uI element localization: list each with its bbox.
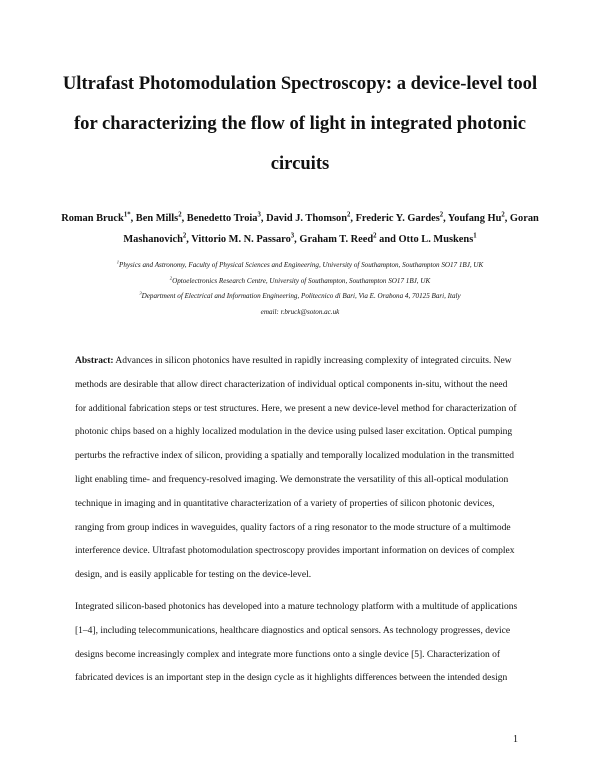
abstract-line: design, and is easily applicable for testing on the device-level. xyxy=(75,570,312,581)
affiliation-2: $^2$Optoelectronics Research Centre, University of Southampton, Southampton SO17 1BJ, UK xyxy=(169,275,431,285)
body-paragraph xyxy=(75,596,535,691)
abstract-line: perturbs the refractive index of silicon, providing a spatially and temporally localized modulation in the transmitted xyxy=(75,451,514,462)
author-list xyxy=(48,208,552,250)
abstract-line: for additional fabrication steps or test structures. Here, we present a new device-level method for characterization of xyxy=(75,403,517,414)
abstract-line: methods are desirable that allow direct characterization of individual optical components in-situ, without the need xyxy=(75,379,508,390)
author-line: Roman Bruck$^{1*}$, Ben Mills$^2$, Benedetto Troia$^3$, David J. Thomson$^2$, Frederic Y. Gardes$^2$, Youfang Hu$^2$, Goran xyxy=(61,211,539,224)
affiliations xyxy=(40,258,560,320)
abstract-text: Advances in silicon photonics have resulted in rapidly increasing complexity of integrated circuits. New xyxy=(115,356,512,366)
abstract-line: ranging from group indices in waveguides, quality factors of a ring resonator to the mode structure of a multimode xyxy=(75,522,511,533)
paper-title xyxy=(40,64,560,184)
abstract xyxy=(75,350,535,588)
abstract-line: photonic chips based on a highly localized modulation in the device using pulsed laser excitation. Optical pumping xyxy=(75,427,513,438)
abstract-line: technique in imaging and in quantitative characterization of a variety of properties of silicon photonic devices, xyxy=(75,498,495,509)
abstract-first-line xyxy=(75,350,535,374)
body-line: [1–4], including telecommunications, healthcare diagnostics and optical sensors. As technology progresses, device xyxy=(75,625,511,636)
affiliation-1: $^1$Physics and Astronomy, Faculty of Physical Sciences and Engineering, University of Southampton, Southampton SO17 1BJ, UK xyxy=(116,259,484,269)
page-number: 1 xyxy=(513,734,518,745)
body-line: Integrated silicon-based photonics has developed into a mature technology platform with a multitude of applications xyxy=(75,602,518,612)
title-line: Ultrafast Photomodulation Spectroscopy: a device-level tool xyxy=(62,73,538,94)
abstract-label: Abstract: xyxy=(75,356,114,366)
author-line: Mashanovich$^2$, Vittorio M. N. Passaro$^3$, Graham T. Reed$^2$ and Otto L. Muskens$^1$ xyxy=(123,232,477,245)
title-line: for characterizing the flow of light in integrated photonic xyxy=(73,113,527,134)
title-line: circuits xyxy=(270,153,330,174)
contact-email: email: r.bruck@soton.ac.uk xyxy=(260,307,340,316)
abstract-line: light enabling time- and frequency-resolved imaging. We demonstrate the versatility of this all-optical modulation xyxy=(75,474,509,485)
abstract-line: interference device. Ultrafast photomodulation spectroscopy provides important information on devices of complex xyxy=(75,546,515,557)
body-line: designs become increasingly complex and integrate more functions onto a single device [5]. Characterization of xyxy=(75,649,500,660)
affiliation-3: $^3$Department of Electrical and Information Engineering, Politecnico di Bari, Via E. Orabona 4, 70125 Bari, Italy xyxy=(139,290,461,300)
body-line: fabricated devices is an important step in the design cycle as it highlights differences between the intended design xyxy=(75,673,508,684)
